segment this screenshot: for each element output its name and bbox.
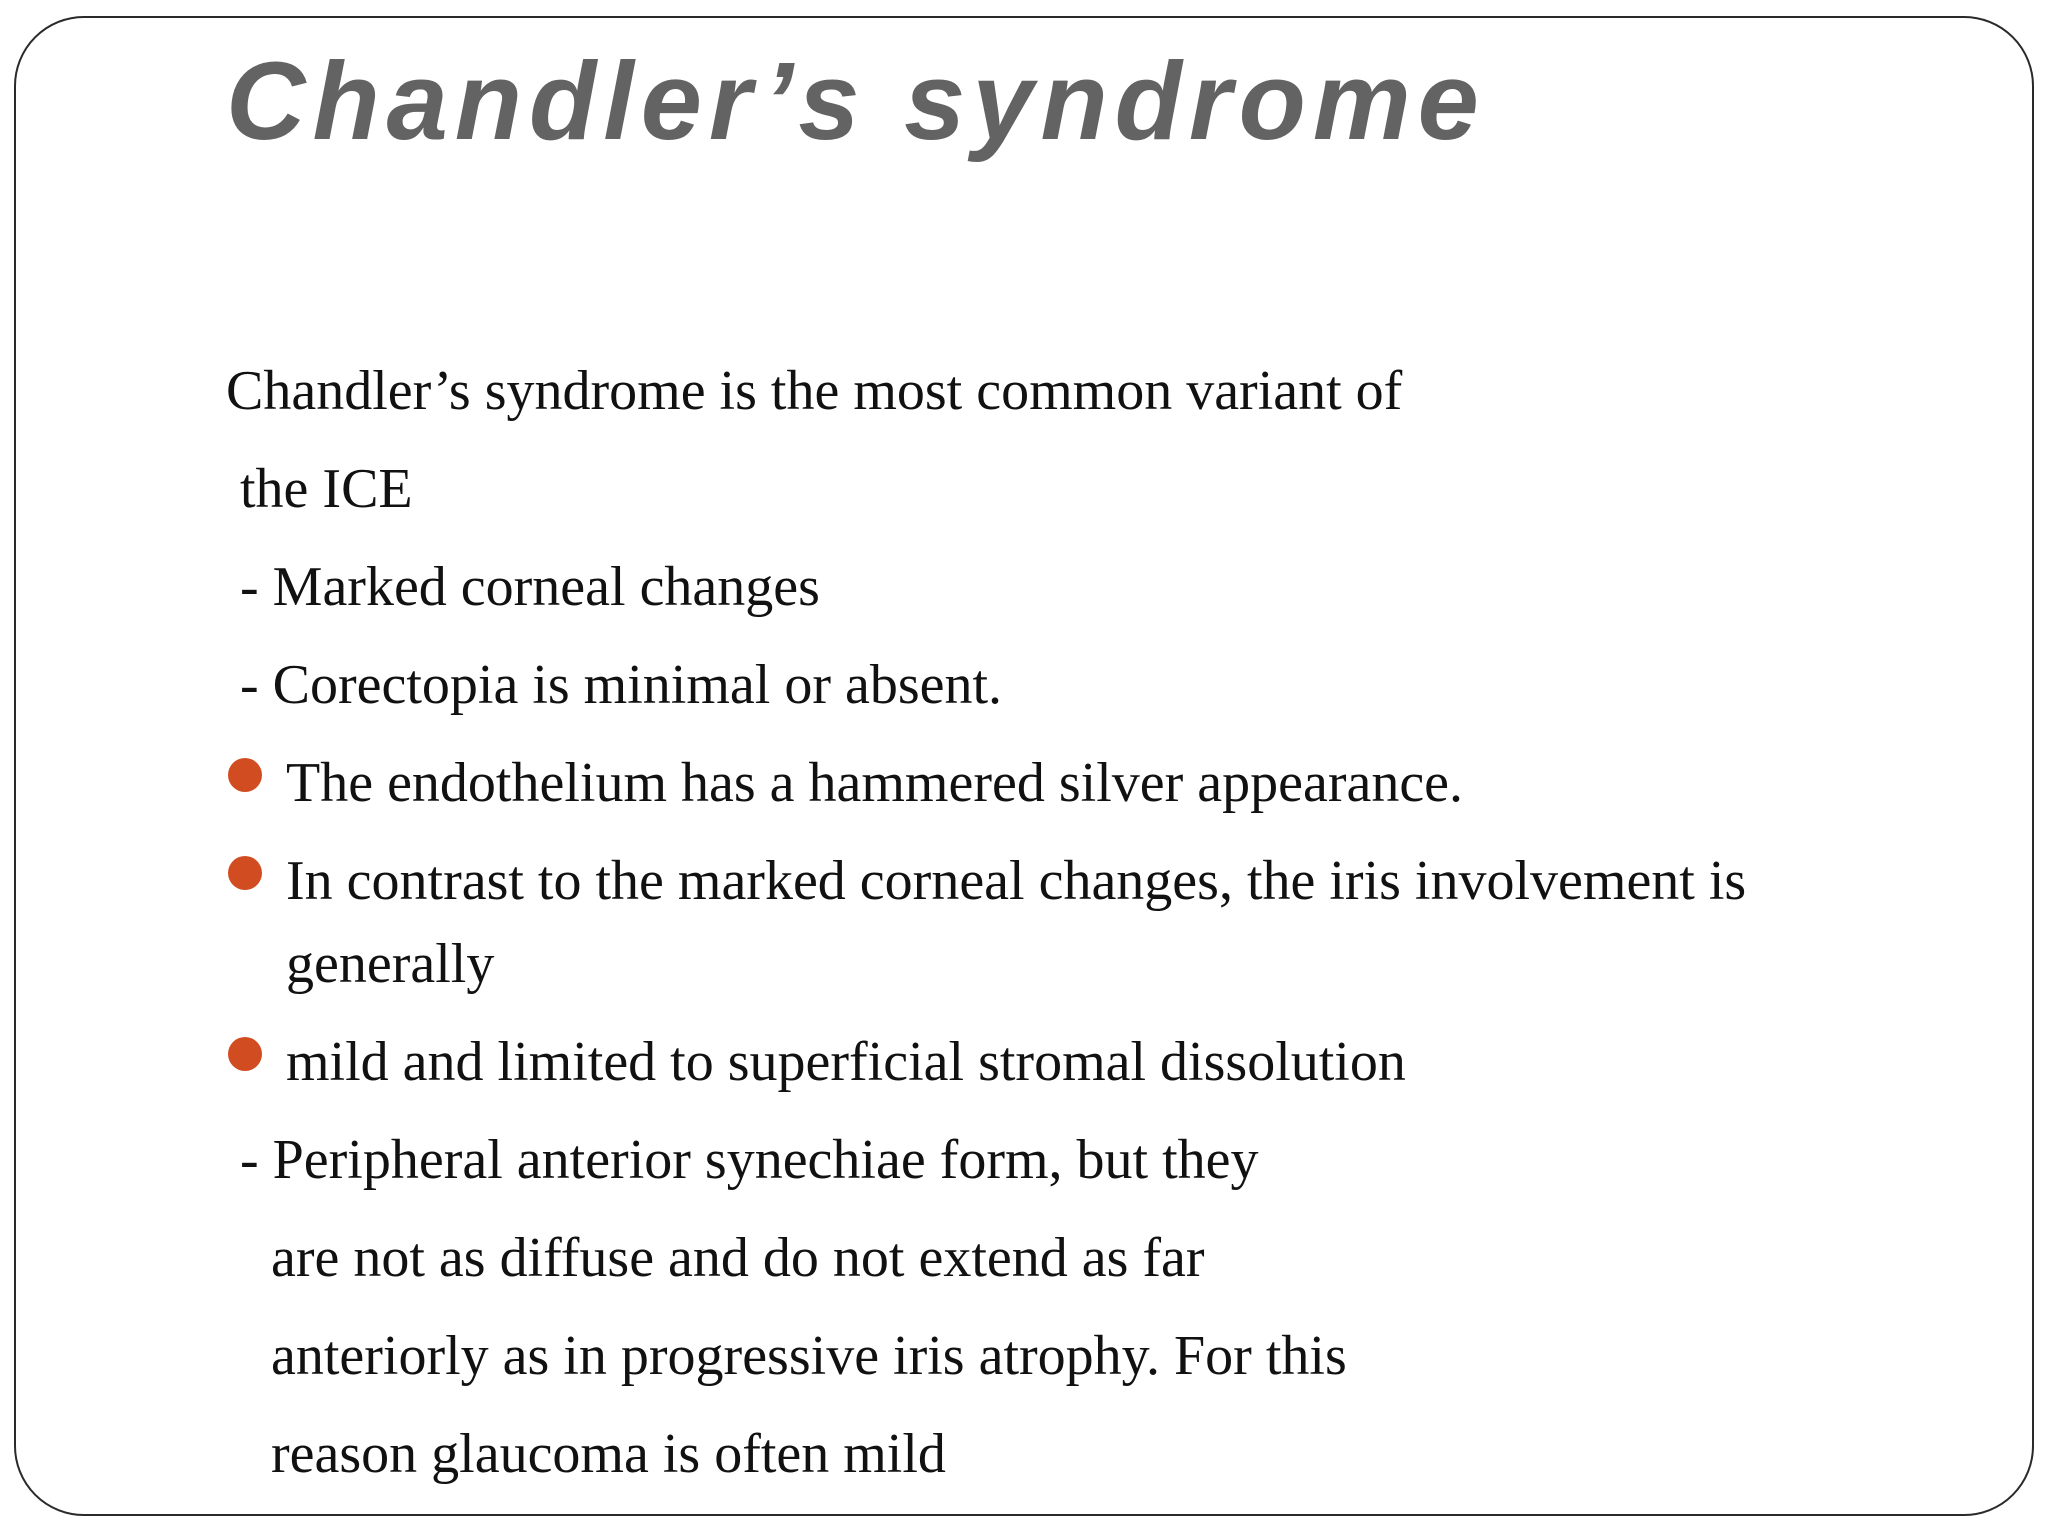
text-line-glaucoma: reason glaucoma is often mild xyxy=(271,1423,946,1485)
text-line-corectopia: - Corectopia is minimal or absent. xyxy=(240,654,1003,716)
slide-body xyxy=(226,342,1986,1503)
bullet-text-line-1: In contrast to the marked corneal changes, the iris involvement is xyxy=(286,850,1747,912)
bullet-dot-icon xyxy=(228,1037,262,1071)
text-line-diffuse: are not as diffuse and do not extend as far xyxy=(271,1227,1205,1289)
bullet-item-endothelium xyxy=(226,734,1986,832)
text-line-ice: the ICE xyxy=(240,458,413,520)
bullet-text: The endothelium has a hammered silver appearance. xyxy=(286,752,1464,814)
text-line-anteriorly: anteriorly as in progressive iris atrophy. For this xyxy=(271,1325,1347,1387)
text-line-synechiae: - Peripheral anterior synechiae form, but they xyxy=(240,1129,1259,1191)
bullet-item-iris-involvement xyxy=(226,832,1986,1013)
bullet-dot-icon xyxy=(228,856,262,890)
bullet-text: mild and limited to superficial stromal dissolution xyxy=(286,1031,1406,1093)
bullet-text-line-2: generally xyxy=(286,933,495,995)
slide-title: Chandler’s syndrome xyxy=(226,40,1486,163)
text-line-corneal-changes: - Marked corneal changes xyxy=(240,556,820,618)
bullet-item-stromal-dissolution xyxy=(226,1013,1986,1111)
bullet-dot-icon xyxy=(228,758,262,792)
text-line-intro: Chandler’s syndrome is the most common variant of xyxy=(226,360,1403,422)
